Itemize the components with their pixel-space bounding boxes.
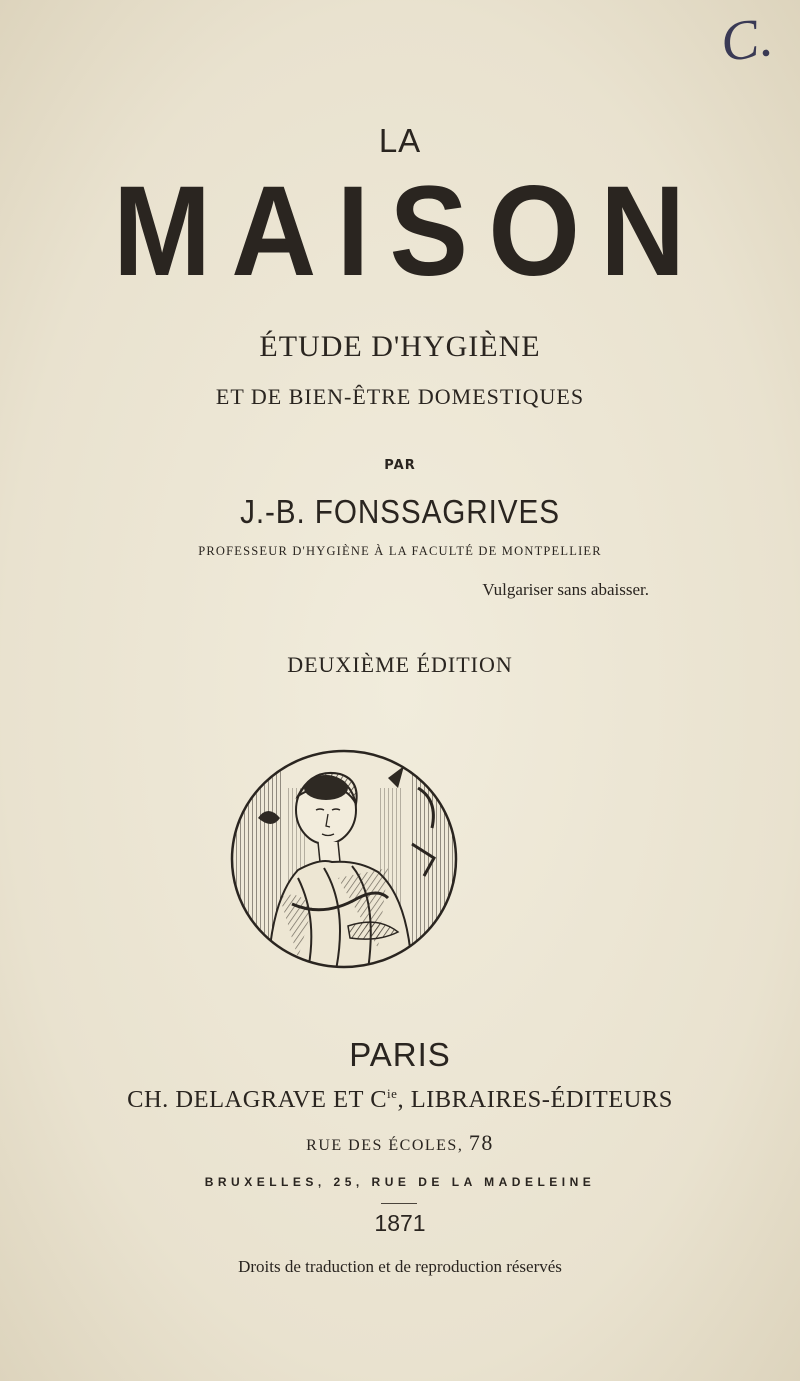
by-label: PAR	[384, 458, 416, 473]
subtitle-line-2: ET DE BIEN-ÊTRE DOMESTIQUES	[215, 384, 585, 409]
publisher-name: CH. DELAGRAVE ET C	[127, 1086, 388, 1114]
epigraph: Vulgariser sans abaisser.	[482, 580, 649, 599]
publication-year: 1871	[374, 1210, 426, 1236]
divider-rule	[381, 1203, 417, 1204]
edition-label: DEUXIÈME ÉDITION	[287, 652, 513, 677]
printer-mark-woman-portrait-icon	[228, 748, 460, 970]
subtitle-line-1: ÉTUDE D'HYGIÈNE	[259, 330, 541, 363]
street-name: RUE DES ÉCOLES,	[306, 1137, 464, 1154]
street-line	[0, 1130, 800, 1156]
corner-pencil-mark: C.	[716, 5, 777, 75]
title-article: LA	[378, 122, 422, 159]
publisher-superscript: ie	[387, 1086, 398, 1101]
author-name: J.-B. FONSSAGRIVES	[240, 493, 560, 530]
author-position: PROFESSEUR D'HYGIÈNE À LA FACULTÉ DE MONTPELLIER	[198, 544, 602, 558]
imprint-city: PARIS	[349, 1036, 451, 1073]
rights-notice: Droits de traduction et de reproduction réservés	[238, 1257, 562, 1276]
book-title: MAISON	[112, 160, 706, 303]
publisher-line	[0, 1086, 800, 1114]
publisher-role: , LIBRAIRES-ÉDITEURS	[397, 1086, 673, 1114]
street-number: 78	[468, 1130, 494, 1155]
branch-address: BRUXELLES, 25, RUE DE LA MADELEINE	[204, 1175, 596, 1189]
